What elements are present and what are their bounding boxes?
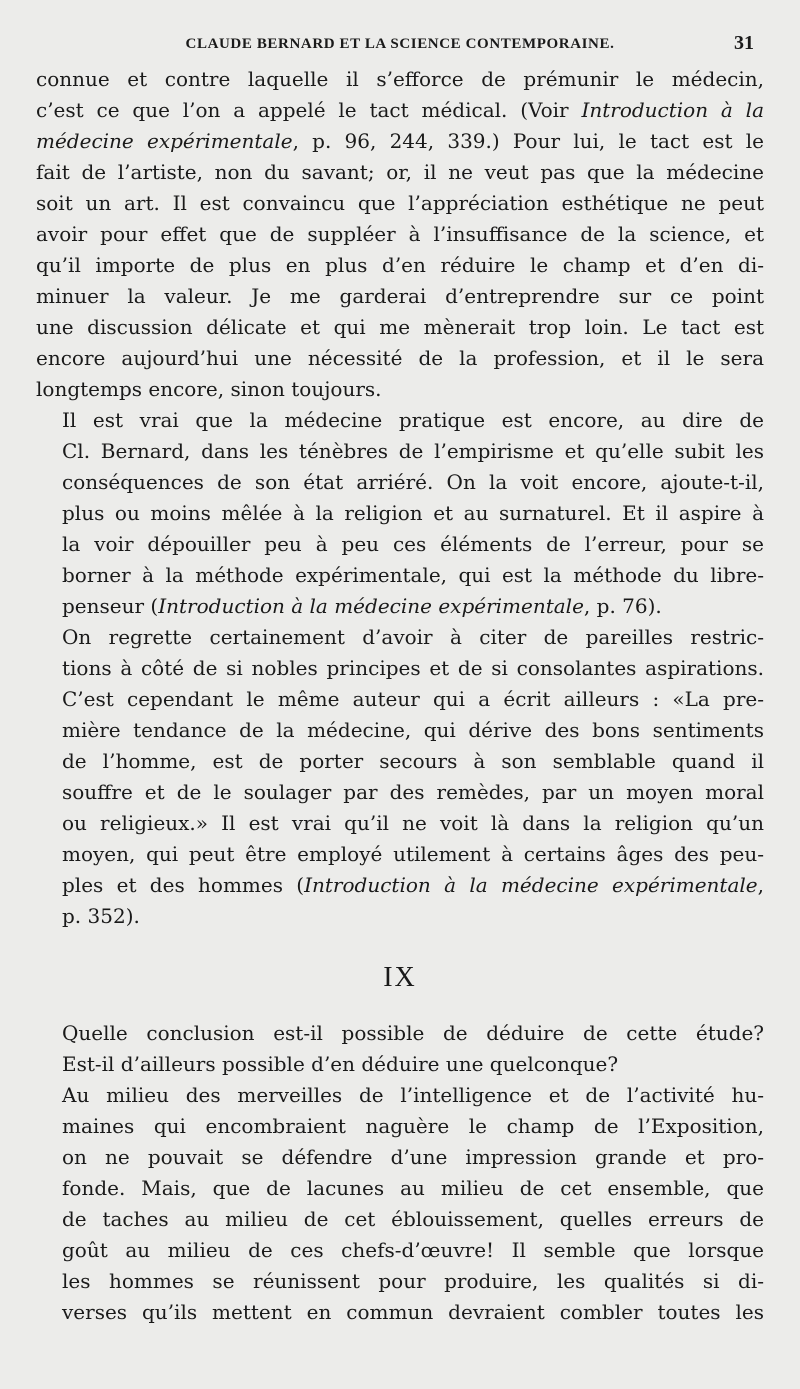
page-number: 31 (734, 32, 754, 54)
text-line: fonde. Mais, que de lacunes au milieu de cet ensemble, que (62, 1176, 764, 1200)
text-line: mière tendance de la médecine, qui dérive des bons sentiments (62, 718, 764, 742)
text-line: fait de l’artiste, non du savant; or, il ne veut pas que la médecine (36, 160, 764, 184)
text-line: ou religieux.» Il est vrai qu’il ne voit là dans la religion qu’un (62, 811, 764, 835)
text-line: médecine expérimentale, p. 96, 244, 339.) Pour lui, le tact est le (36, 129, 764, 153)
text-line: verses qu’ils mettent en commun devraient combler toutes les (62, 1300, 764, 1324)
text-line: Est-il d’ailleurs possible d’en déduire une quelconque? (62, 1052, 619, 1076)
text-line: Quelle conclusion est-il possible de déduire de cette étude? (62, 1021, 764, 1045)
book-title: Introduction à la médecine expérimentale (304, 873, 758, 897)
text-line: plus ou moins mêlée à la religion et au surnaturel. Et il aspire à (62, 501, 764, 525)
text-line: p. 352). (62, 904, 140, 928)
running-title: CLAUDE BERNARD ET LA SCIENCE CONTEMPORAINE. (185, 36, 615, 52)
text-line: ples et des hommes (Introduction à la médecine expérimentale, (62, 873, 764, 897)
text-line: Il est vrai que la médecine pratique est encore, au dire de (62, 408, 764, 432)
text-line: souffre et de le soulager par des remèdes, par un moyen moral (62, 780, 764, 804)
book-title: Introduction à la médecine expérimentale (158, 594, 584, 618)
text-line: Au milieu des merveilles de l’intelligence et de l’activité hu- (62, 1083, 764, 1107)
text-line: moyen, qui peut être employé utilement à certains âges des peu- (62, 842, 764, 866)
text-line: de l’homme, est de porter secours à son semblable quand il (62, 749, 764, 773)
text-line: maines qui encombraient naguère le champ de l’Exposition, (62, 1114, 764, 1138)
text-line: penseur (Introduction à la médecine expérimentale, p. 76). (62, 594, 662, 618)
text-line: soit un art. Il est convaincu que l’appréciation esthétique ne peut (36, 191, 764, 215)
text-line: encore aujourd’hui une nécessité de la profession, et il le sera (36, 346, 764, 370)
text-line: conséquences de son état arriéré. On la voit encore, ajoute-t-il, (62, 470, 764, 494)
text-line: on ne pouvait se défendre d’une impression grande et pro- (62, 1145, 764, 1169)
text-line: goût au milieu de ces chefs-d’œuvre! Il semble que lorsque (62, 1238, 764, 1262)
text-line: les hommes se réunissent pour produire, les qualités si di- (62, 1269, 764, 1293)
paragraph-3 (36, 622, 764, 932)
text-line: minuer la valeur. Je me garderai d’entreprendre sur ce point (36, 284, 764, 308)
section-heading: IX (383, 962, 417, 993)
text-line: On regrette certainement d’avoir à citer de pareilles restric- (62, 625, 764, 649)
paragraph-2 (36, 405, 764, 622)
text-line: une discussion délicate et qui me mènerait trop loin. Le tact est (36, 315, 764, 339)
text-line: C’est cependant le même auteur qui a écrit ailleurs : «La pre- (62, 687, 764, 711)
book-title: médecine expérimentale (36, 129, 293, 153)
text-line: longtemps encore, sinon toujours. (36, 377, 382, 401)
paragraph-5 (36, 1080, 764, 1328)
book-title: Introduction à la (581, 98, 764, 122)
text-line: c’est ce que l’on a appelé le tact médical. (Voir Introduction à la (36, 98, 764, 122)
text-line: qu’il importe de plus en plus d’en réduire le champ et d’en di- (36, 253, 764, 277)
paragraph-1 (36, 64, 764, 405)
text-line: borner à la méthode expérimentale, qui est la méthode du libre- (62, 563, 764, 587)
paragraph-4 (36, 1018, 764, 1080)
text-line: avoir pour effet que de suppléer à l’insuffisance de la science, et (36, 222, 764, 246)
text-line: de taches au milieu de cet éblouissement, quelles erreurs de (62, 1207, 764, 1231)
running-head (36, 30, 764, 58)
text-line: la voir dépouiller peu à peu ces éléments de l’erreur, pour se (62, 532, 764, 556)
text-line: connue et contre laquelle il s’efforce de prémunir le médecin, (36, 67, 764, 91)
text-line: Cl. Bernard, dans les ténèbres de l’empirisme et qu’elle subit les (62, 439, 764, 463)
text-line: tions à côté de si nobles principes et de si consolantes aspirations. (62, 656, 764, 680)
